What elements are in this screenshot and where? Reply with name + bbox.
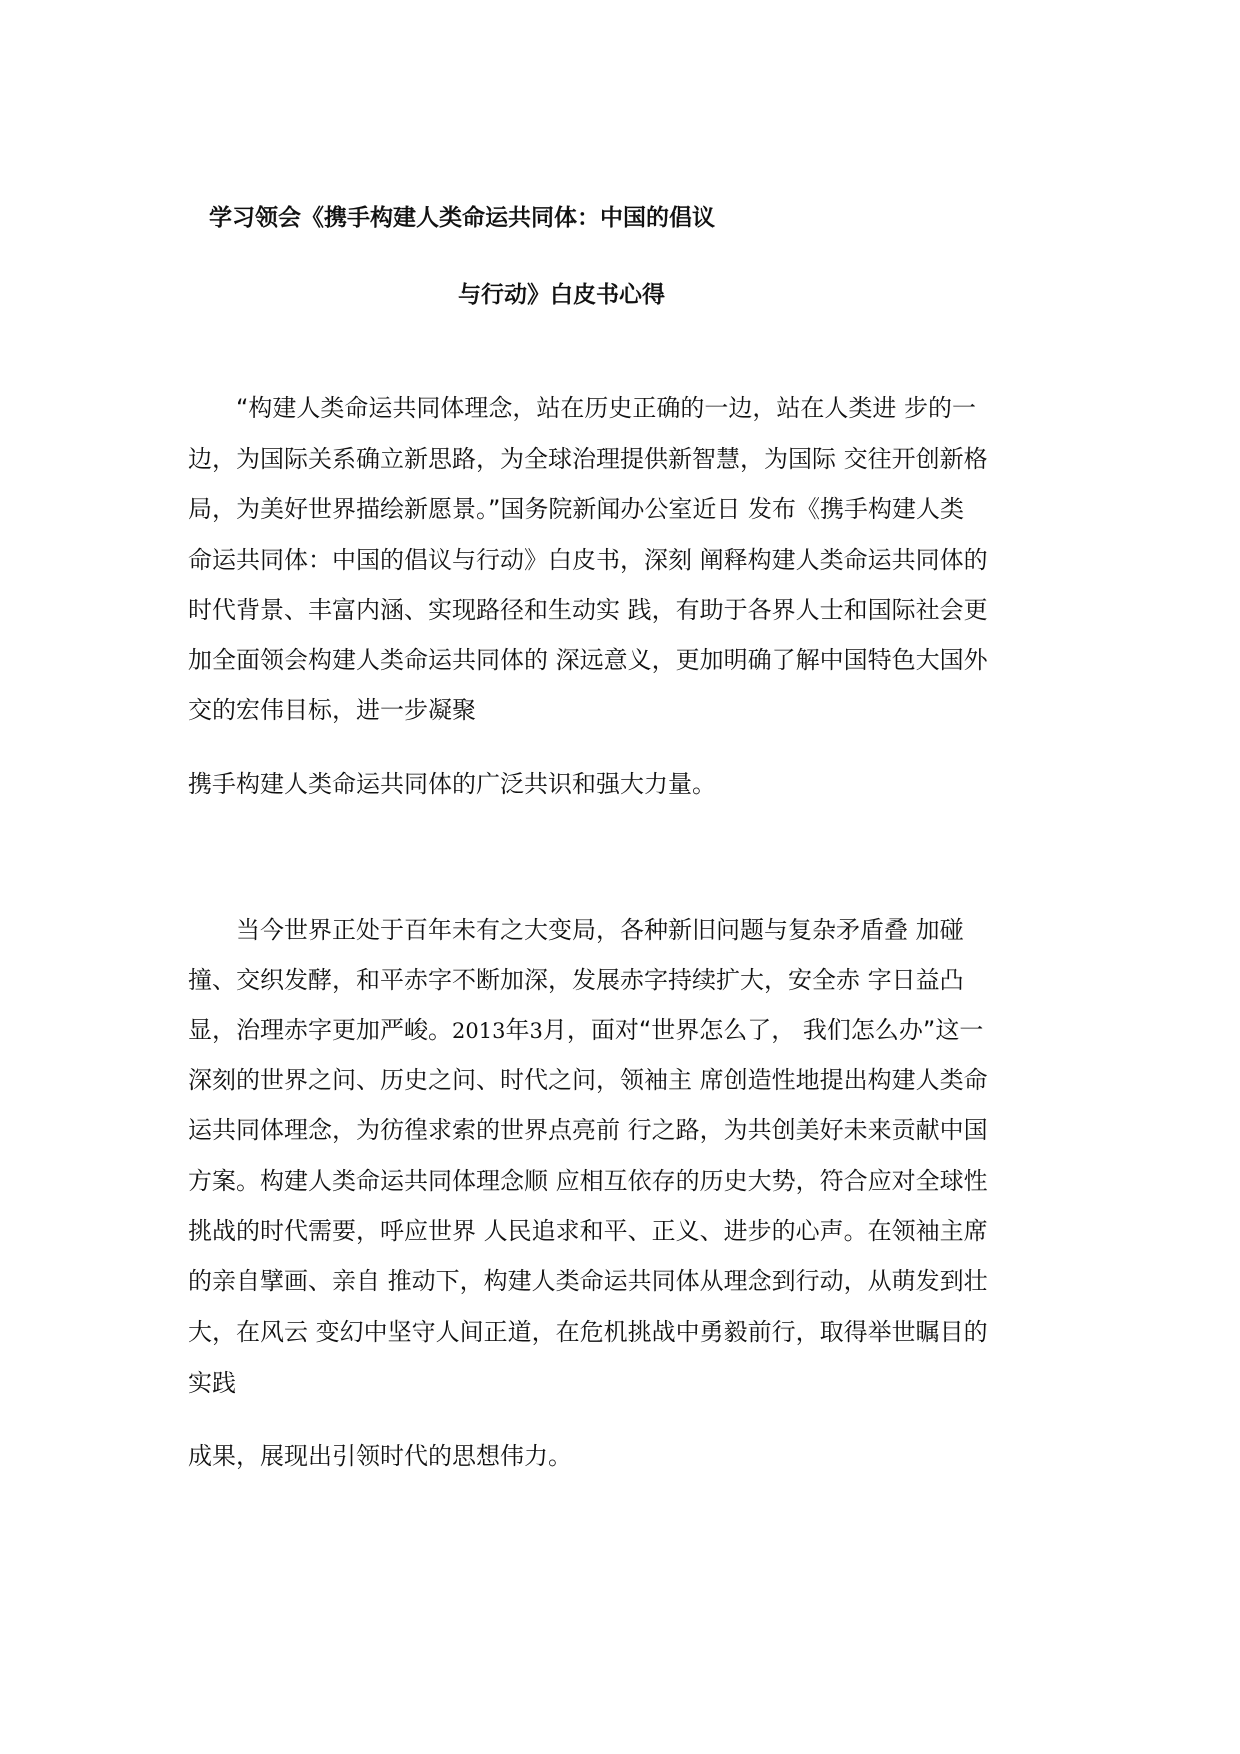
paragraph-2-line: 运共同体理念，为彷徨求索的世界点亮前 行之路，为共创美好未来贡献中国	[188, 1116, 988, 1144]
paragraph-2-line-with-date	[188, 1013, 983, 1048]
paragraph-1-line: 加全面领会构建人类命运共同体的 深远意义，更加明确了解中国特色大国外	[188, 646, 988, 674]
paragraph-2-line: 实践	[188, 1369, 236, 1397]
paragraph-1-line: 局，为美好世界描绘新愿景。”国务院新闻办公室近日 发布《携手构建人类	[188, 495, 965, 523]
month-number: 3	[529, 1019, 543, 1043]
paragraph-2-line: 深刻的世界之问、历史之问、时代之问，领袖主 席创造性地提出构建人类命	[188, 1066, 988, 1094]
line-text-before-year: 显，治理赤字更加严峻。	[188, 1016, 452, 1044]
paragraph-1-line: 时代背景、丰富内涵、实现路径和生动实 践，有助于各界人士和国际社会更	[188, 596, 988, 624]
paragraph-1-line: “构建人类命运共同体理念，站在历史正确的一边，站在人类进 步的一	[188, 394, 977, 422]
paragraph-2-continuation: 成果，展现出引领时代的思想伟力。	[188, 1442, 572, 1470]
paragraph-1-line: 交的宏伟目标，进一步凝聚	[188, 696, 476, 724]
paragraph-2-line: 方案。构建人类命运共同体理念顺 应相互依存的历史大势，符合应对全球性	[188, 1167, 988, 1195]
paragraph-2-line: 当今世界正处于百年未有之大变局，各种新旧问题与复杂矛盾叠 加碰	[188, 916, 964, 944]
year-unit: 年	[505, 1016, 530, 1044]
paragraph-2-line: 大，在风云 变幻中坚守人间正道，在危机挑战中勇毅前行，取得举世瞩目的	[188, 1318, 988, 1346]
paragraph-1-line: 边，为国际关系确立新思路，为全球治理提供新智慧，为国际 交往开创新格	[188, 445, 988, 473]
year-number: 2013	[452, 1019, 506, 1043]
paragraph-2-line: 的亲自擘画、亲自 推动下，构建人类命运共同体从理念到行动，从萌发到壮	[188, 1267, 988, 1295]
document-title-line-1: 学习领会《携手构建人类命运共同体：中国的倡议	[209, 205, 715, 231]
paragraph-1-continuation: 携手构建人类命运共同体的广泛共识和强大力量。	[188, 770, 716, 798]
document-title-line-2: 与行动》白皮书心得	[458, 282, 665, 308]
paragraph-1-line: 命运共同体：中国的倡议与行动》白皮书，深刻 阐释构建人类命运共同体的	[188, 546, 988, 574]
paragraph-2-line: 撞、交织发酵，和平赤字不断加深，发展赤字持续扩大，安全赤 字日益凸	[188, 966, 964, 994]
paragraph-2-line: 挑战的时代需要，呼应世界 人民追求和平、正义、进步的心声。在领袖主席	[188, 1217, 988, 1245]
line-text-after-month: 月，面对“世界怎么了， 我们怎么办”这一	[542, 1016, 984, 1044]
